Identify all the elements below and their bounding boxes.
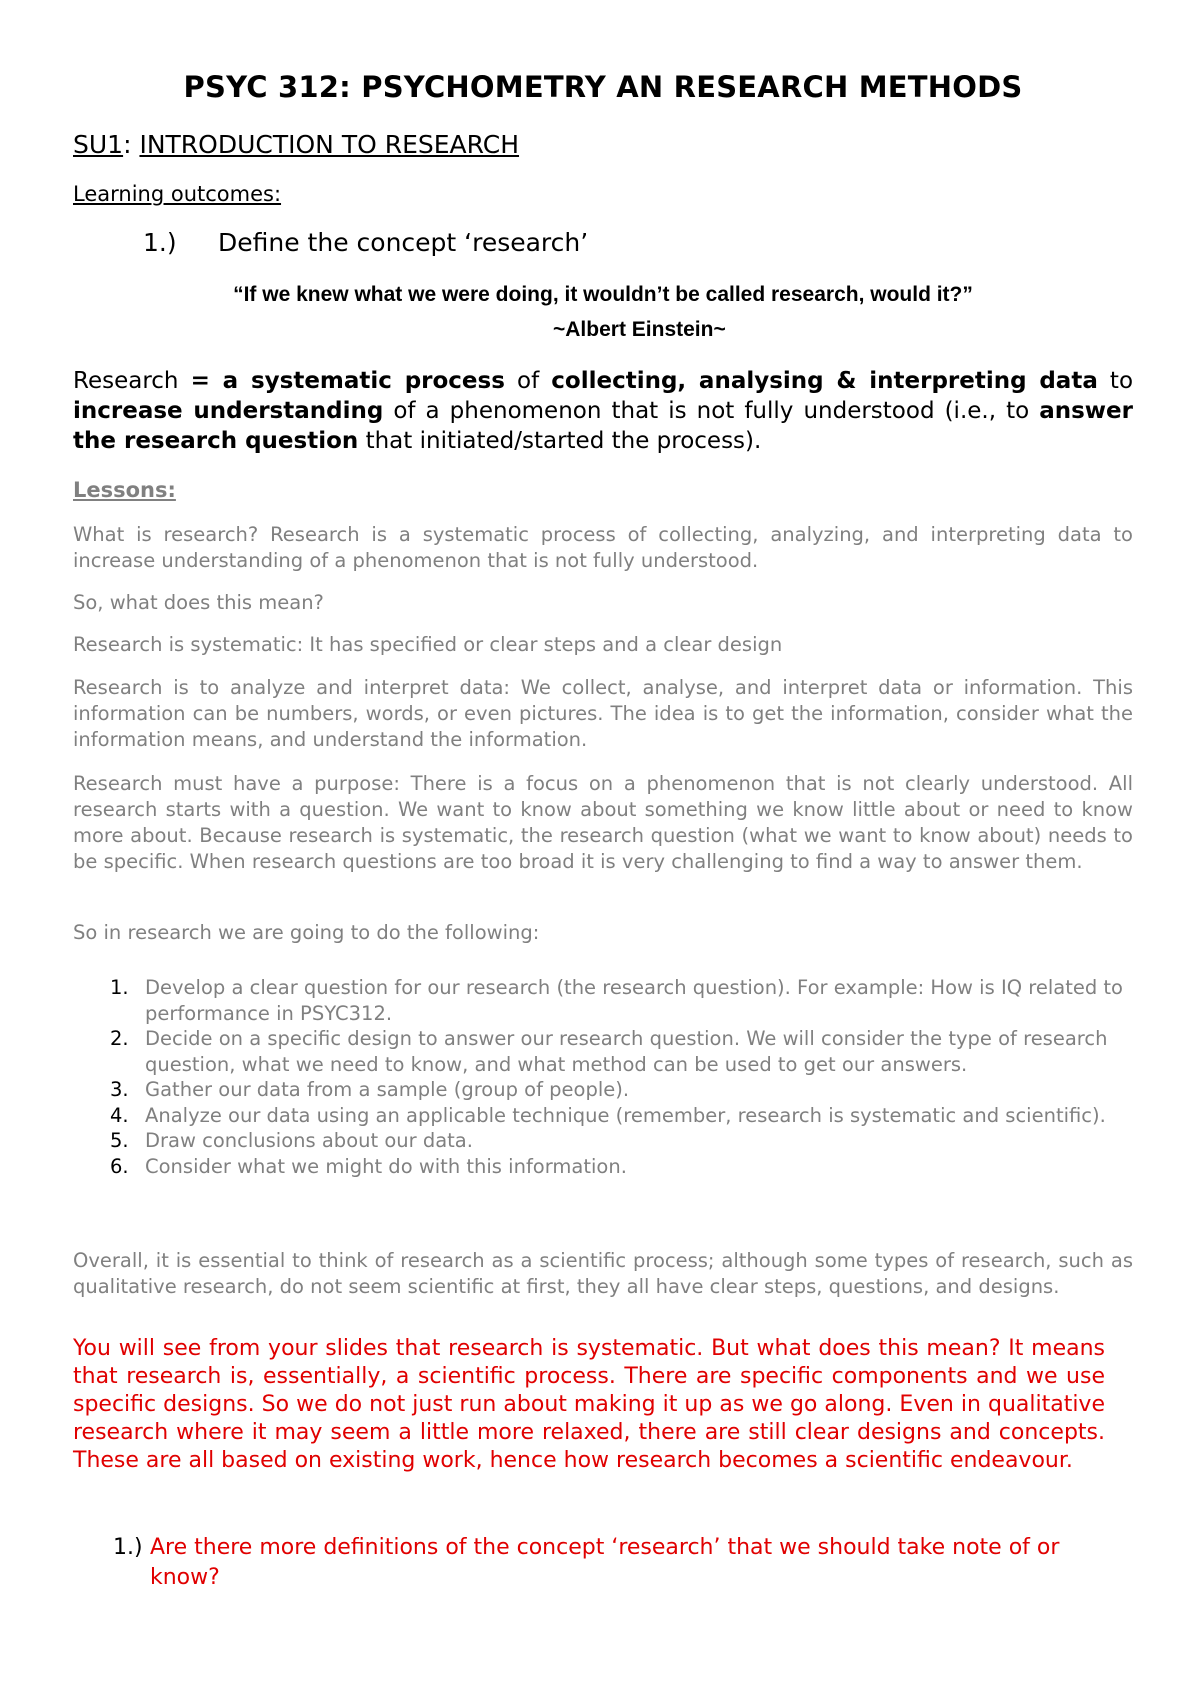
list-item bbox=[73, 1103, 1133, 1129]
definition-text: to bbox=[1097, 368, 1134, 394]
lesson-paragraph: Research is systematic: It has specified or clear steps and a clear design bbox=[73, 633, 783, 656]
list-number: 6. bbox=[110, 1154, 129, 1178]
list-text: Analyze our data using an applicable technique (remember, research is systematic and scientific). bbox=[145, 1103, 1106, 1127]
document-title: PSYC 312: PSYCHOMETRY AN RESEARCH METHODS bbox=[183, 70, 1023, 104]
list-text: Decide on a specific design to answer our research question. We will consider the type of research question, what we need to know, and what method can be used to get our answers. bbox=[145, 1027, 1108, 1076]
question-number: 1.) bbox=[113, 1535, 143, 1560]
list-number: 1. bbox=[110, 976, 129, 999]
list-number: 3. bbox=[110, 1078, 129, 1101]
study-unit-separator: : bbox=[123, 130, 140, 159]
definition-text: of bbox=[504, 368, 552, 394]
definition-text: Research bbox=[73, 368, 191, 394]
list-item bbox=[73, 1026, 1133, 1077]
list-text: Draw conclusions about our data. bbox=[145, 1129, 473, 1152]
lesson-paragraph: Research is to analyze and interpret data: We collect, analyse, and interpret data or information. This information can be numbers, words, or even pictures. The idea is to get the information, consider what the information means, and understand the information. bbox=[73, 676, 1133, 751]
quote-author: ~Albert Einstein~ bbox=[553, 318, 726, 341]
definition-bold: collecting, analysing & interpreting data bbox=[551, 368, 1098, 394]
list-text: Consider what we might do with this information. bbox=[145, 1154, 627, 1178]
definition-bold: = a bbox=[190, 368, 251, 394]
definition-bold: increase understanding bbox=[73, 398, 384, 424]
einstein-quote: “If we knew what we were doing, it wouldn’t be called research, would it?” bbox=[233, 283, 973, 306]
list-number: 5. bbox=[110, 1129, 129, 1152]
list-item bbox=[73, 975, 1133, 1026]
question-item bbox=[113, 1533, 1133, 1593]
learning-outcome-item bbox=[143, 228, 588, 257]
lesson-paragraph: What is research? Research is a systematic process of collecting, analyzing, and interpreting data to increase understanding of a phenomenon that is not fully understood. bbox=[73, 523, 1133, 572]
research-steps-list bbox=[73, 975, 1133, 1179]
definition-bold: systematic process bbox=[250, 368, 505, 394]
list-item bbox=[73, 1128, 1133, 1154]
list-item bbox=[73, 1077, 1133, 1103]
list-item bbox=[73, 1154, 1133, 1180]
outcome-number: 1.) bbox=[143, 228, 177, 257]
question-text: Are there more definitions of the concept ‘research’ that we should take note of or know? bbox=[150, 1535, 1060, 1590]
lesson-paragraph: So, what does this mean? bbox=[73, 591, 324, 614]
list-text: Develop a clear question for our research (the research question). For example: How is IQ related to performance in PSYC312. bbox=[145, 976, 1123, 1025]
lecturer-note: You will see from your slides that research is systematic. But what does this mean? It means that research is, essentially, a scientific process. There are specific components and we use specific designs. So we do not just run about making it up as we go along. Even in qualitative research where it may seem a little more relaxed, there are still clear designs and concepts. These are all based on existing work, hence how research becomes a scientific endeavour. bbox=[73, 1336, 1105, 1473]
definition-text: that initiated/started the process). bbox=[358, 428, 762, 454]
outcome-text: Define the concept ‘research’ bbox=[218, 228, 589, 257]
research-definition bbox=[73, 366, 1133, 456]
learning-outcomes-heading: Learning outcomes: bbox=[73, 182, 282, 206]
study-unit-code: SU1 bbox=[73, 130, 124, 159]
lessons-heading: Lessons: bbox=[73, 478, 176, 502]
definition-text: of a phenomenon that is not fully understood (i.e., to bbox=[383, 398, 1040, 424]
lesson-paragraph: Research must have a purpose: There is a focus on a phenomenon that is not clearly understood. All research starts with a question. We want to know about something we know little about or need to know more about. Because research is systematic, the research question (what we want to know about) needs to be specific. When research questions are too broad it is very challenging to find a way to answer them. bbox=[73, 772, 1133, 873]
lesson-paragraph: Overall, it is essential to think of research as a scientific process; although some types of research, such as qualitative research, do not seem scientific at first, they all have clear steps, questions, and designs. bbox=[73, 1249, 1133, 1298]
list-number: 4. bbox=[110, 1103, 129, 1127]
lesson-paragraph: So in research we are going to do the following: bbox=[73, 921, 540, 944]
list-text: Gather our data from a sample (group of people). bbox=[145, 1078, 630, 1101]
study-unit-title: INTRODUCTION TO RESEARCH bbox=[139, 130, 520, 159]
definition-bold: answer the research question bbox=[73, 398, 1133, 454]
list-number: 2. bbox=[110, 1027, 129, 1050]
study-unit-heading bbox=[73, 130, 519, 159]
